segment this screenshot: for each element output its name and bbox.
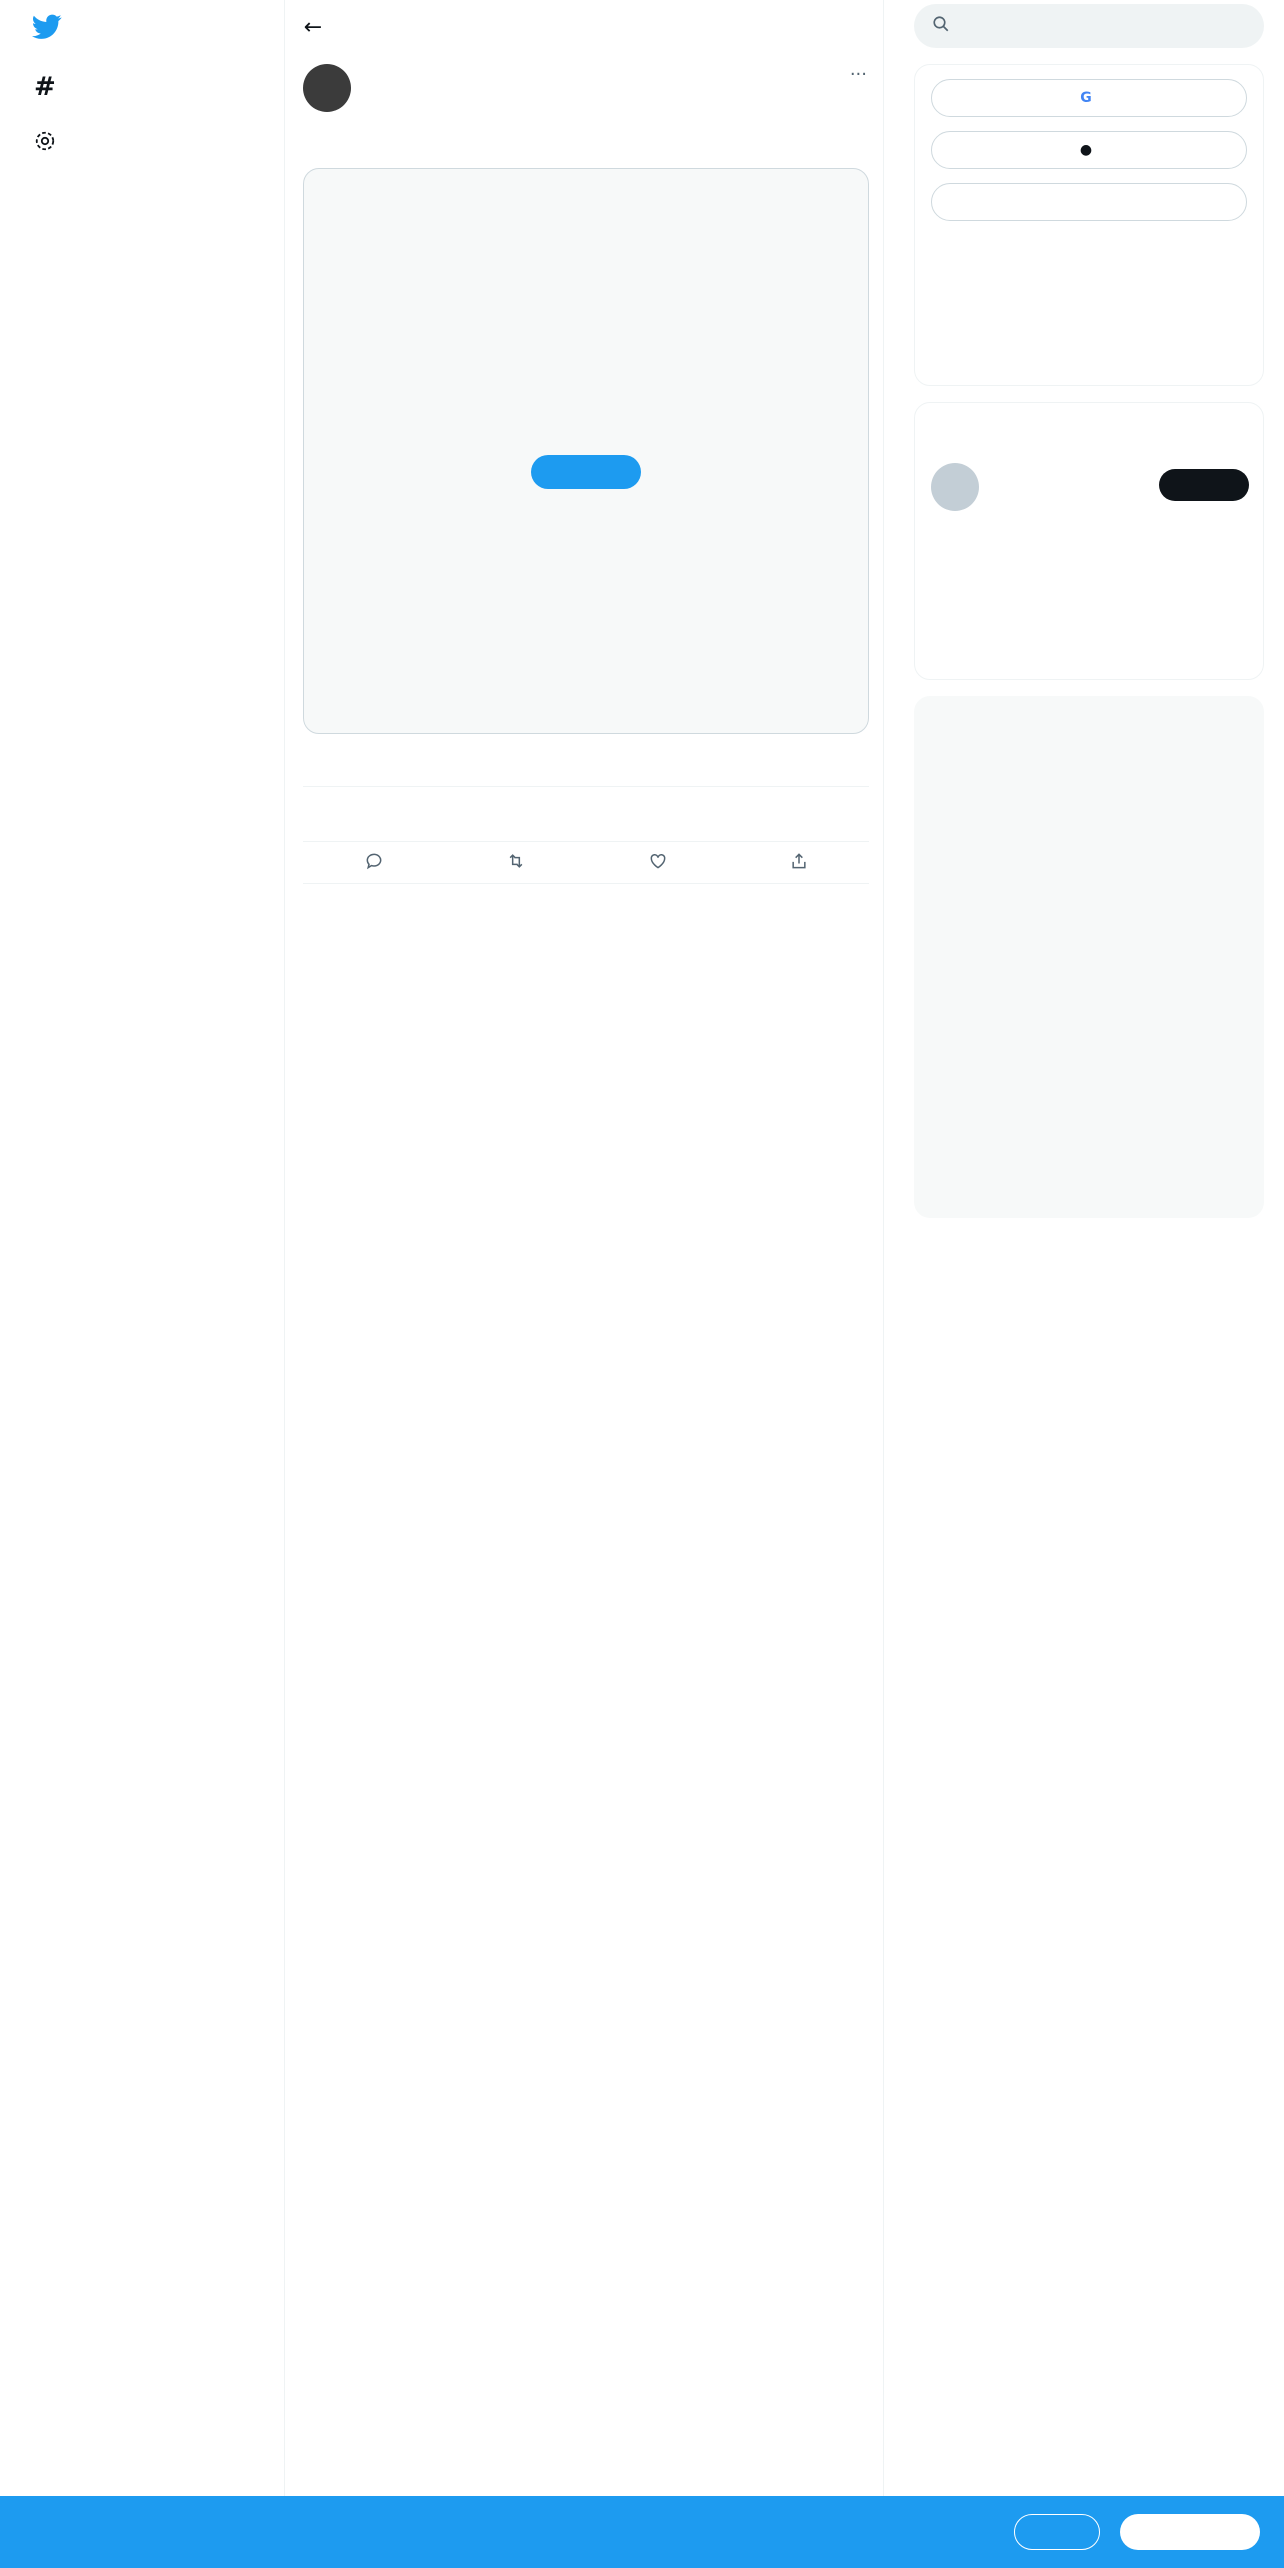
bottom-signup-bar: [0, 2496, 1284, 2568]
media-player[interactable]: [303, 168, 869, 734]
left-sidebar: [0, 0, 284, 2568]
login-button[interactable]: [1014, 2514, 1100, 2550]
author-avatar[interactable]: [303, 64, 351, 112]
like-icon[interactable]: [648, 851, 668, 875]
twitter-logo-icon[interactable]: [32, 14, 62, 44]
follow-button[interactable]: [1159, 469, 1249, 501]
share-icon[interactable]: [789, 851, 809, 875]
search-box[interactable]: [914, 4, 1264, 48]
phone-signup-button[interactable]: [931, 183, 1247, 221]
nav-explore[interactable]: [34, 72, 78, 102]
tweet-actions: [303, 842, 869, 884]
gear-icon: [34, 130, 56, 157]
stat-likes[interactable]: [382, 806, 385, 822]
stat-quotes[interactable]: [357, 806, 360, 822]
tweet-stats: [303, 786, 869, 842]
search-icon: [932, 15, 950, 37]
main-column: [284, 0, 884, 2568]
retweet-icon[interactable]: [505, 851, 527, 875]
related-accounts-card: [914, 402, 1264, 680]
google-icon: G: [1080, 90, 1092, 106]
related-avatar[interactable]: [931, 463, 979, 511]
trends-card: [914, 696, 1264, 1218]
page-header: [285, 0, 885, 54]
signup-card: [914, 64, 1264, 386]
hashtag-icon: #: [34, 72, 56, 102]
reload-button[interactable]: [531, 455, 641, 489]
stat-views[interactable]: [307, 806, 310, 822]
footer-links: [930, 1234, 1250, 1294]
apple-signup-button[interactable]: [931, 131, 1247, 169]
signup-button[interactable]: [1120, 2514, 1260, 2550]
reply-icon[interactable]: [364, 851, 384, 875]
apple-icon: ●: [1079, 142, 1093, 158]
more-icon[interactable]: ···: [849, 64, 867, 85]
trend-item-event[interactable]: [930, 708, 1248, 732]
google-signup-button[interactable]: [931, 79, 1247, 117]
back-arrow-icon[interactable]: ←: [303, 14, 323, 40]
stat-retweets[interactable]: [332, 806, 335, 822]
nav-settings[interactable]: [34, 130, 78, 157]
